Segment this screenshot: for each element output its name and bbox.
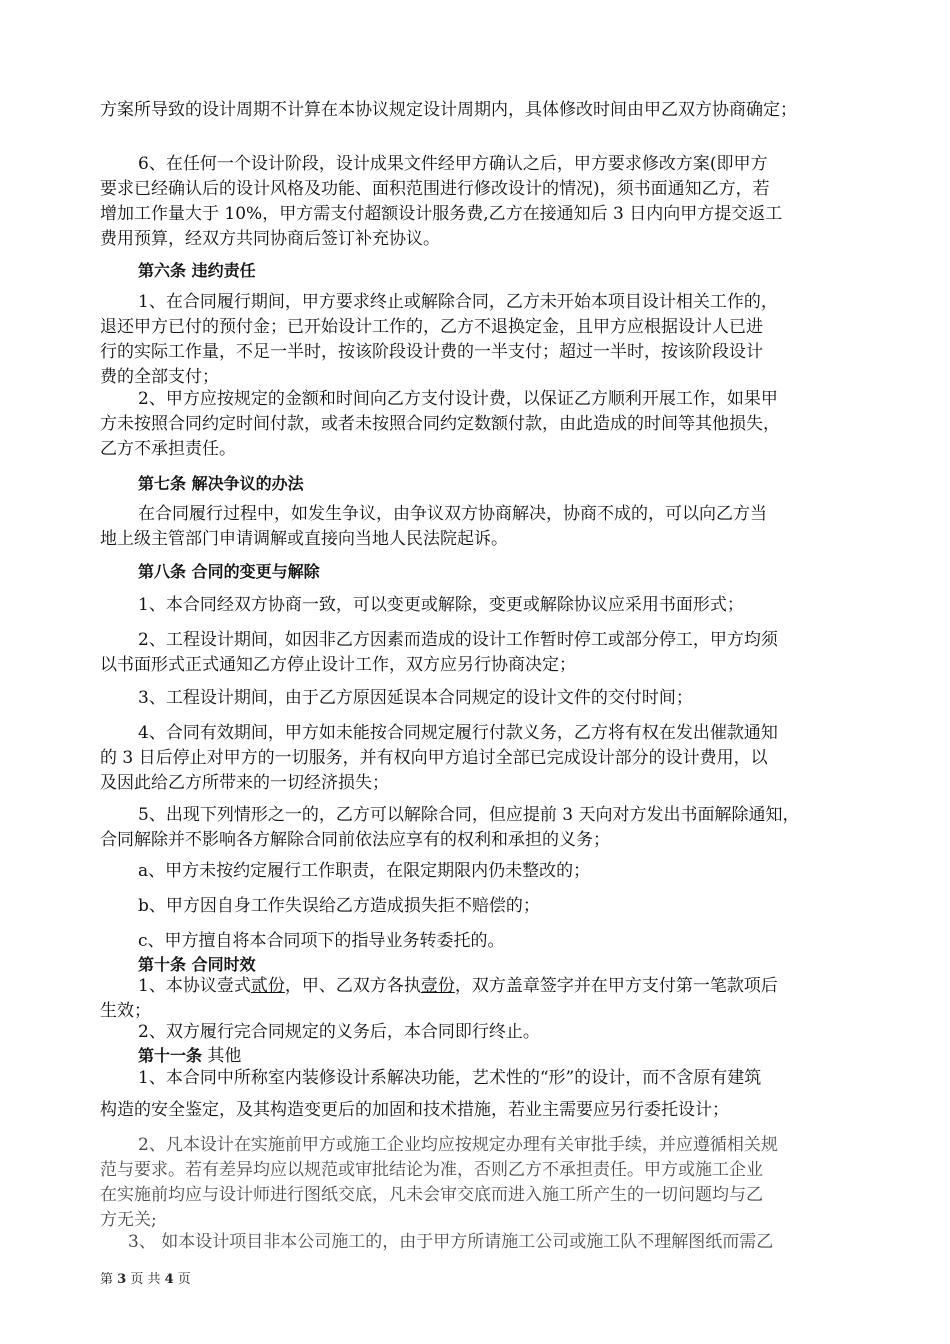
footer-text: 页: [173, 1272, 191, 1287]
text-line: 1、在合同履行期间，甲方要求终止或解除合同，乙方未开始本项目设计相关工作的，: [138, 292, 778, 312]
text: 1、本协议壹式: [138, 976, 251, 996]
text-line: 在实施前均应与设计师进行图纸交底，凡未会审交底而进入施工所产生的一切问题均与乙: [100, 1185, 763, 1205]
text-line: 要求已经确认后的设计风格及功能、面积范围进行修改设计的情况)，须书面通知乙方，若: [100, 179, 770, 199]
text-line: 5、出现下列情形之一的，乙方可以解除合同，但应提前 3 天向对方发出书面解除通知，: [138, 805, 800, 825]
paragraph-6-1: [100, 290, 860, 390]
text-line: 4、合同有效期间，甲方如未能按合同规定履行付款义务，乙方将有权在发出催款通知: [138, 723, 778, 743]
heading-text: 第十一条: [138, 1046, 203, 1065]
heading-rest: 其他: [202, 1046, 242, 1066]
text: 方案所导致的设计周期不计算在本协议规定设计周期内，具体修改时间由甲乙双方协商确定；: [100, 100, 797, 120]
text-line: 的 3 日后停止对甲方的一切服务，并有权向甲方追讨全部已完成设计部分的设计费用，以: [100, 748, 768, 768]
text-line: 费的全部支付；: [100, 367, 219, 387]
text-line: 费用预算，经双方共同协商后签订补充协议。: [100, 229, 440, 249]
paragraph-8-5: [100, 803, 860, 853]
underlined-text: 贰份: [250, 976, 285, 996]
text-line: 退还甲方已付的预付金；已开始设计工作的，乙方不退换定金，且甲方应根据设计人已进: [100, 317, 763, 337]
heading-article-6: 第六条 违约责任: [138, 261, 256, 280]
text-line: 及因此给乙方所带来的一切经济损失；: [100, 773, 389, 793]
text-line: [100, 974, 860, 999]
paragraph-10-2: 2、双方履行完合同规定的义务后，本合同即行终止。: [138, 1022, 540, 1042]
text-line: 行的实际工作量，不足一半时，按该阶段设计费的一半支付；超过一半时，按该阶段设计: [100, 342, 763, 362]
text: ，双方盖章签字并在甲方支付第一笔款项后: [454, 976, 778, 996]
paragraph-11-1-line2: 构造的安全鉴定，及其构造变更后的加固和技术措施，若业主需要应另行委托设计；: [100, 1100, 729, 1120]
text-line: 2、工程设计期间，如因非乙方因素而造成的设计工作暂时停工或部分停工，甲方均须: [138, 630, 778, 650]
paragraph-item-6: [100, 152, 860, 252]
paragraph-8-2: [100, 628, 860, 678]
page-number: 3: [117, 1272, 127, 1287]
paragraph-8-4: [100, 721, 860, 796]
footer-text: 第: [100, 1272, 118, 1287]
text-line: 地上级主管部门申请调解或直接向当地人民法院起诉。: [100, 529, 508, 549]
heading-article-8: 第八条 合同的变更与解除: [138, 562, 320, 581]
text-line: 增加工作量大于 10%，甲方需支付超额设计服务费,乙方在接通知后 3 日内向甲方提交返工: [100, 204, 783, 224]
paragraph-6-2: [100, 387, 860, 462]
text-line: 方无关;: [100, 1210, 157, 1230]
text-line: 在合同履行过程中，如发生争议，由争议双方协商解决，协商不成的，可以向乙方当: [138, 504, 767, 524]
text: ，甲、乙双方各执: [284, 976, 421, 996]
text-line: 乙方不承担责任。: [100, 439, 236, 459]
heading-article-10: 第十条 合同时效: [138, 955, 256, 974]
paragraph-8-1: 1、本合同经双方协商一致，可以变更或解除，变更或解除协议应采用书面形式；: [138, 595, 744, 615]
text-line: 2、凡本设计在实施前甲方或施工企业均应按规定办理有关审批手续，并应遵循相关规: [138, 1135, 778, 1155]
page-footer: [100, 1268, 191, 1287]
paragraph-7: [100, 502, 860, 552]
footer-text: 页 共: [126, 1272, 165, 1287]
text-line: 方未按照合同约定时间付款，或者未按照合同约定数额付款，由此造成的时间等其他损失，: [100, 414, 780, 434]
paragraph-intro: [100, 98, 860, 123]
paragraph-11-3: 3、 如本设计项目非本公司施工的，由于甲方所请施工公司或施工队不理解图纸而需乙: [128, 1232, 774, 1252]
paragraph-8-b: b、甲方因自身工作失误给乙方造成损失拒不赔偿的；: [138, 896, 540, 916]
heading-article-7: 第七条 解决争议的办法: [138, 474, 304, 493]
page-total: 4: [164, 1272, 174, 1287]
paragraph-11-2: [100, 1133, 860, 1233]
text-line: 生效；: [100, 1001, 151, 1021]
paragraph-11-1-line1: 1、本合同中所称室内装修设计系解决功能，艺术性的“形”的设计，而不含原有建筑: [138, 1068, 762, 1088]
paragraph-8-c: c、甲方擅自将本合同项下的指导业务转委托的。: [138, 931, 505, 951]
underlined-text: 壹份: [420, 976, 455, 996]
text-line: 6、在任何一个设计阶段，设计成果文件经甲方确认之后，甲方要求修改方案(即甲方: [138, 154, 768, 174]
paragraph-10-1: [100, 974, 860, 1024]
text-line: 2、甲方应按规定的金额和时间向乙方支付设计费，以保证乙方顺利开展工作，如果甲: [138, 389, 778, 409]
paragraph-8-3: 3、工程设计期间，由于乙方原因延误本合同规定的设计文件的交付时间；: [138, 688, 693, 708]
text-line: 以书面形式正式通知乙方停止设计工作，双方应另行协商决定；: [100, 655, 576, 675]
paragraph-8-a: a、甲方未按约定履行工作职责，在限定期限内仍未整改的；: [138, 861, 591, 881]
text-line: 范与要求。若有差异均应以规范或审批结论为准，否则乙方不承担责任。甲方或施工企业: [100, 1160, 763, 1180]
text-line: 合同解除并不影响各方解除合同前依法应享有的权利和承担的义务；: [100, 830, 610, 850]
